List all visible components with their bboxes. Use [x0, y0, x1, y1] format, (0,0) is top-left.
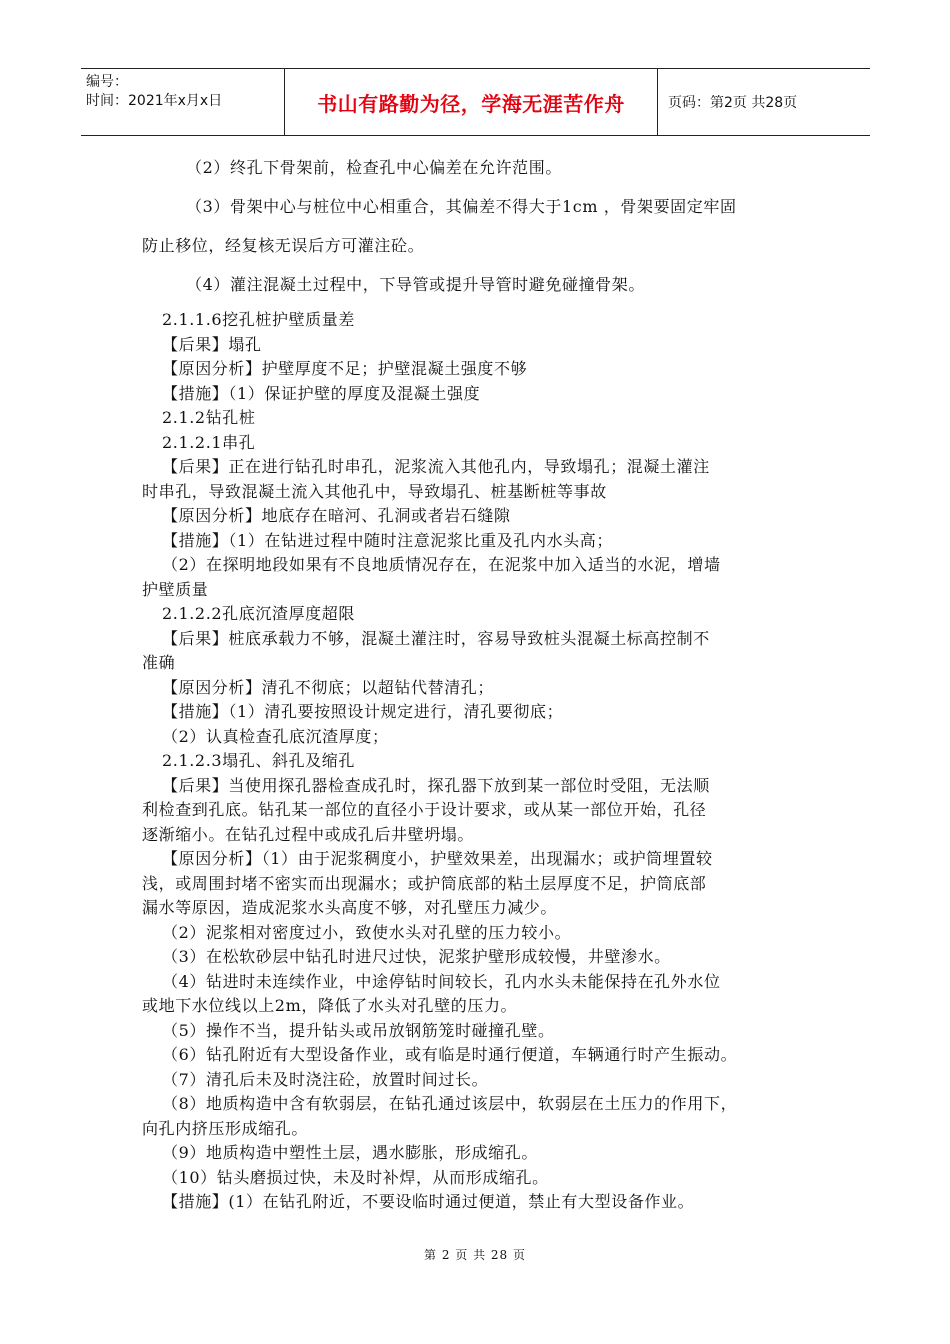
- body-line: （6）钻孔附近有大型设备作业，或有临是时通行便道，车辆通行时产生振动。: [162, 1045, 738, 1064]
- body-line: 防止移位，经复核无误后方可灌注砼。: [142, 236, 425, 255]
- body-line: 【原因分析】护壁厚度不足；护壁混凝土强度不够: [162, 359, 528, 378]
- body-line: （2）认真检查孔底沉渣厚度；: [162, 726, 389, 746]
- body-line: （7）清孔后未及时浇注砼，放置时间过长。: [162, 1069, 489, 1089]
- body-line: （4）钻进时未连续作业，中途停钻时间较长，孔内水头未能保持在孔外水位: [162, 971, 721, 991]
- body-line: （2）泥浆相对密度过小，致使水头对孔壁的压力较小。: [162, 922, 572, 942]
- header-motto: 书山有路勤为径，学海无涯苦作舟: [317, 91, 625, 116]
- body-line: 【后果】桩底承载力不够，混凝土灌注时，容易导致桩头混凝土标高控制不: [162, 628, 710, 648]
- document-body: [142, 150, 812, 1215]
- body-line: 或地下水位线以上2m，降低了水头对孔壁的压力。: [142, 996, 518, 1015]
- body-line: （8）地质构造中含有软弱层，在钻孔通过该层中，软弱层在土压力的作用下，: [162, 1094, 738, 1113]
- body-line: 时串孔，导致混凝土流入其他孔中，导致塌孔、桩基断桩等事故: [142, 481, 607, 501]
- body-line: 【后果】当使用探孔器检查成孔时，探孔器下放到某一部位时受阻，无法顺: [162, 775, 710, 795]
- body-line: 向孔内挤压形成缩孔。: [142, 1118, 309, 1138]
- header-page-info-cell: [658, 69, 870, 135]
- body-line: 浅，或周围封堵不密实而出现漏水；或护筒底部的粘土层厚度不足，护筒底部: [142, 873, 707, 893]
- section-heading: 2.1.2钻孔桩: [162, 408, 256, 427]
- body-line: （9）地质构造中塑性土层，遇水膨胀，形成缩孔。: [162, 1143, 538, 1162]
- body-line: 【措施】（1）在钻进过程中随时注意泥浆比重及孔内水头高；: [162, 530, 613, 550]
- body-line: 【措施】（1）清孔要按照设计规定进行，清孔要彻底；: [162, 702, 564, 721]
- body-line: 【措施】（1）保证护壁的厚度及混凝土强度: [162, 383, 481, 403]
- body-line: （2）终孔下骨架前，检查孔中心偏差在允许范围。: [186, 158, 562, 177]
- page-footer: 第 2 页 共 28 页: [424, 1248, 526, 1262]
- body-line: （2）在探明地段如果有不良地质情况存在，在泥浆中加入适当的水泥，增墙: [162, 555, 721, 574]
- header-page-info: 页码：第2页 共28页: [668, 95, 798, 111]
- section-heading: 2.1.2.1串孔: [162, 432, 256, 452]
- body-line: 【原因分析】清孔不彻底；以超钻代替清孔；: [162, 677, 495, 697]
- body-line: （3）在松软砂层中钻孔时进尺过快，泥浆护壁形成较慢，井壁渗水。: [162, 947, 671, 966]
- body-line: 逐渐缩小。在钻孔过程中或成孔后井壁坍塌。: [142, 824, 475, 844]
- body-line: 【措施】(1）在钻孔附近，不要设临时通过便道，禁止有大型设备作业。: [162, 1192, 695, 1211]
- body-line: 【后果】塌孔: [162, 334, 262, 354]
- body-line: （10）钻头磨损过快，未及时补焊，从而形成缩孔。: [162, 1167, 549, 1187]
- body-line: （3）骨架中心与桩位中心相重合，其偏差不得大于1cm ，骨架要固定牢固: [186, 197, 737, 216]
- body-line: 【原因分析】地底存在暗河、孔洞或者岩石缝隙: [162, 506, 511, 525]
- body-line: 护壁质量: [142, 579, 209, 599]
- body-line: 准确: [142, 653, 176, 672]
- body-line: 【原因分析】（1）由于泥浆稠度小，护壁效果差，出现漏水；或护筒埋置较: [162, 849, 713, 868]
- body-line: （5）操作不当，提升钻头或吊放钢筋笼时碰撞孔壁。: [162, 1020, 555, 1040]
- header-meta: [81, 69, 285, 135]
- section-heading: 2.1.1.6挖孔桩护壁质量差: [162, 310, 355, 329]
- body-line: 【后果】正在进行钻孔时串孔，泥浆流入其他孔内，导致塌孔；混凝土灌注: [162, 457, 710, 476]
- section-heading: 2.1.2.3塌孔、斜孔及缩孔: [162, 751, 355, 770]
- body-line: 漏水等原因，造成泥浆水头高度不够，对孔壁压力减少。: [142, 898, 558, 917]
- header-motto-cell: [285, 69, 658, 135]
- doc-date: 时间：2021年x月x日: [86, 93, 223, 109]
- doc-number: 编号：: [86, 74, 128, 90]
- page-header: [81, 68, 870, 136]
- body-line: （4）灌注混凝土过程中，下导管或提升导管时避免碰撞骨架。: [186, 275, 645, 294]
- body-line: 利检查到孔底。钻孔某一部位的直径小于设计要求，或从某一部位开始，孔径: [142, 800, 707, 819]
- section-heading: 2.1.2.2孔底沉渣厚度超限: [162, 604, 355, 623]
